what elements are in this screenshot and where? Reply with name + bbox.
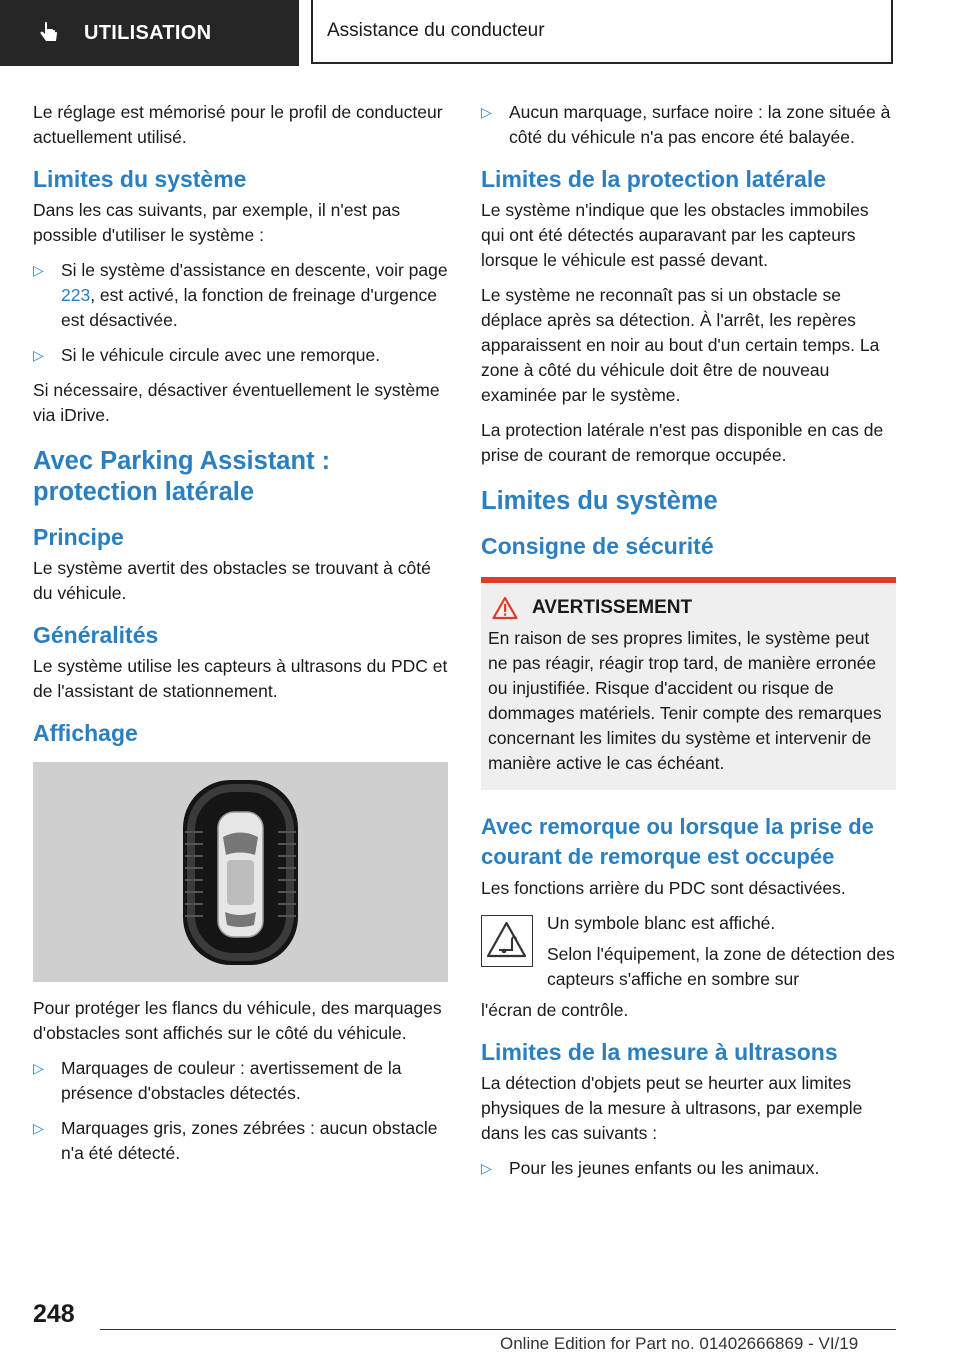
list-item: [33, 343, 448, 368]
list-item: [481, 1156, 896, 1181]
chapter-tab: [311, 0, 893, 64]
list-item-text: Marquages de couleur : avertissement de la présence d'obstacles détectés.: [61, 1058, 402, 1103]
heading-general: Généralités: [33, 622, 159, 648]
triangle-bullet-icon: ▷: [33, 1120, 44, 1136]
paragraph: Si nécessaire, désactiver éventuellement le système via iDrive.: [33, 380, 440, 425]
heading-affichage: Affichage: [33, 720, 138, 746]
list-item-text: Si le véhicule circule avec une remorque.: [61, 345, 381, 365]
paragraph: Selon l'équipement, la zone de détection des capteurs s'affiche en sombre sur: [547, 944, 895, 989]
paragraph: Le réglage est mémorisé pour le profil de conducteur actuellement utilisé.: [33, 102, 443, 147]
heading-trailer: Avec remorque ou lorsque la prise de courant de remorque est occupée: [481, 814, 874, 869]
list-item: [33, 258, 448, 333]
list-item-text: Pour les jeunes enfants ou les animaux.: [509, 1158, 820, 1178]
page-header: [0, 0, 960, 66]
triangle-bullet-icon: ▷: [33, 262, 44, 278]
vehicle-top-view-illustration: [33, 762, 448, 982]
warning-triangle-icon: [492, 596, 518, 620]
page-number: 248: [33, 1300, 75, 1328]
list-item: [481, 100, 896, 150]
paragraph: Le système n'indique que les obstacles immobiles qui ont été détectés auparavant par les capteurs lorsque le véhicule est passé devant.: [481, 200, 869, 270]
heading-lateral-limits: Limites de la protection latérale: [481, 166, 827, 192]
triangle-bullet-icon: ▷: [33, 1060, 44, 1076]
symbol-description: [547, 911, 896, 998]
paragraph: Le système ne reconnaît pas si un obstacle se déplace après sa détection. À l'arrêt, les repères apparaissent en noir au bout d'un certain temps. La zone à côté du véhicule doit être de nouveau examinée par le système.: [481, 285, 880, 405]
left-column: [33, 100, 448, 1176]
heading-principe: Principe: [33, 524, 124, 550]
triangle-bullet-icon: ▷: [33, 347, 44, 363]
paragraph: Le système utilise les capteurs à ultrasons du PDC et de l'assistant de stationnement.: [33, 656, 448, 701]
heading-limits: Limites du système: [33, 166, 247, 192]
heading-main: Avec Parking Assistant : protection latérale: [33, 447, 331, 506]
paragraph: La protection latérale n'est pas disponible en cas de prise de courant de remorque occupée.: [481, 420, 884, 465]
list-item: [33, 1116, 448, 1166]
heading-system-limits: Limites du système: [481, 487, 718, 515]
warning-title: AVERTISSEMENT: [488, 595, 888, 620]
warning-box: [481, 577, 896, 790]
list-item-text: Aucun marquage, surface noire : la zone située à côté du véhicule n'a pas encore été balayée.: [509, 102, 891, 147]
paragraph: Dans les cas suivants, par exemple, il n'est pas possible d'utiliser le système :: [33, 200, 401, 245]
triangle-bullet-icon: ▷: [481, 1160, 492, 1176]
list-item: [33, 1056, 448, 1106]
trailer-symbol-icon: [481, 915, 533, 967]
section-tab: [0, 0, 299, 66]
heading-safety: Consigne de sécurité: [481, 533, 714, 559]
warning-text: En raison de ses propres limites, le système peut ne pas réagir, réagir trop tard, de manière erronée ou injustifiée. Risque d'accident ou risque de dommages matériels. Tenir compte des remarques concernant les limites du système et intervenir de manière active le cas échéant.: [488, 628, 882, 773]
triangle-bullet-icon: ▷: [481, 104, 492, 120]
footer-divider: [100, 1329, 896, 1330]
paragraph: Pour protéger les flancs du véhicule, des marquages d'obstacles sont affichés sur le côté du véhicule.: [33, 998, 442, 1043]
paragraph: l'écran de contrôle.: [481, 1000, 629, 1020]
list-item-text: Marquages gris, zones zébrées : aucun obstacle n'a été détecté.: [61, 1118, 438, 1163]
hand-pointing-icon: [36, 20, 62, 46]
symbol-row: [481, 911, 896, 998]
list-item-text: Si le système d'assistance en descente, voir page 223, est activé, la fonction de freinage d'urgence est désactivée.: [61, 260, 448, 330]
paragraph: Le système avertit des obstacles se trouvant à côté du véhicule.: [33, 558, 431, 603]
footer-edition: Online Edition for Part no. 01402666869 - VI/19: [500, 1334, 859, 1353]
section-title: UTILISATION: [84, 21, 212, 44]
side-protection-display-figure: [33, 762, 448, 982]
chapter-title: Assistance du conducteur: [327, 20, 545, 41]
right-column: [481, 100, 896, 1191]
paragraph: La détection d'objets peut se heurter aux limites physiques de la mesure à ultrasons, par exemple dans les cas suivants :: [481, 1073, 863, 1143]
paragraph: Un symbole blanc est affiché.: [547, 913, 776, 933]
paragraph: Les fonctions arrière du PDC sont désactivées.: [481, 878, 846, 898]
heading-ultrasound: Limites de la mesure à ultrasons: [481, 1039, 838, 1065]
page-link[interactable]: 223: [61, 285, 91, 305]
